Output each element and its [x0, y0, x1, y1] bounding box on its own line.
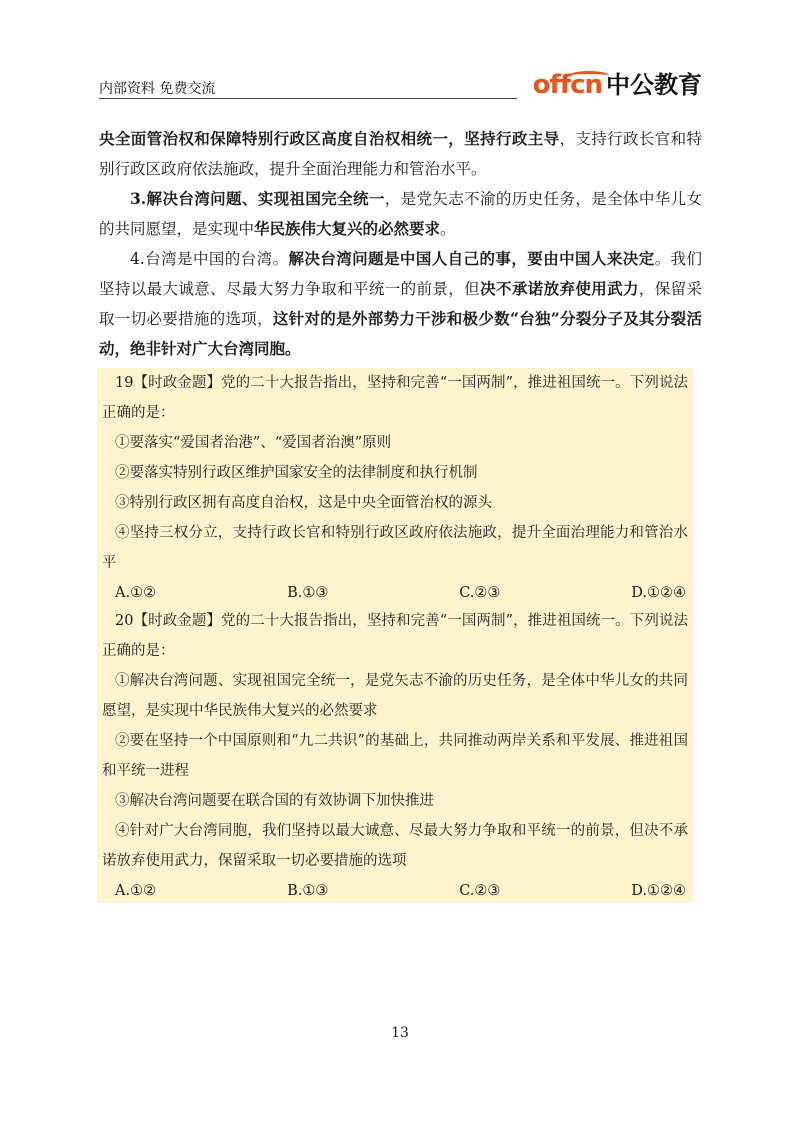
- choice-a: A.①②: [115, 585, 157, 601]
- choice-c: C.②③: [459, 883, 501, 899]
- question-option: ④针对广大台湾同胞，我们坚持以最大诚意、尽最大努力争取和平统一的前景，但决不承诺放弃使用武力，保留采取一切必要措施的选项: [102, 823, 688, 869]
- header-rule: [99, 98, 517, 99]
- p2-bold: 3.解决台湾问题、实现祖国完全统一: [130, 189, 385, 208]
- paragraph-2: [99, 184, 702, 244]
- questions-box: [97, 368, 693, 903]
- p3-bold1: 解决台湾问题是中国人自己的事，要由中国人来决定: [288, 249, 655, 268]
- question-option: ②要落实特别行政区维护国家安全的法律制度和执行机制: [115, 465, 478, 481]
- header-label: 内部资料 免费交流: [99, 81, 216, 97]
- question-stem: 20【时政金题】党的二十大报告指出，坚持和完善“一国两制”，推进祖国统一。下列说法正确的是：: [102, 613, 688, 659]
- choice-c: C.②③: [459, 585, 501, 601]
- p1-rest: ，支持行政长官和特别行政区政府依法施政，提升全面治理能力和管治水平。: [99, 130, 702, 178]
- logo-latin-text: offcn: [532, 70, 602, 100]
- page-number: 13: [391, 1025, 409, 1041]
- question-20: [102, 606, 688, 906]
- p3-bold2: 决不承诺放弃使用武力: [480, 279, 639, 298]
- paragraph-1: [99, 124, 702, 184]
- p2-end: 。: [440, 220, 456, 238]
- question-19: [102, 368, 688, 608]
- question-option: ③解决台湾问题要在联合国的有效协调下加快推进: [115, 793, 434, 809]
- paragraph-3: [99, 244, 702, 364]
- p2-mid: ，是党矢志不渝的历史任务，是全体中华儿女的共同愿望，是实现中: [99, 190, 702, 238]
- choice-d: D.①②④: [631, 883, 686, 899]
- choice-d: D.①②④: [631, 585, 686, 601]
- question-option: ②要在坚持一个中国原则和“九二共识”的基础上，共同推动两岸关系和平发展、推进祖国和平统一进程: [102, 733, 688, 779]
- p1-bold: 央全面管治权和保障特别行政区高度自治权相统一，坚持行政主导: [99, 129, 560, 148]
- p3-c: ，保留采取一切必要措施的选项，: [99, 280, 702, 328]
- page-header: [99, 70, 702, 100]
- choice-a: A.①②: [115, 883, 157, 899]
- body-text: [99, 124, 702, 364]
- question-option: ①要落实“爱国者治港”、“爱国者治澳”原则: [115, 435, 392, 451]
- offcn-logo: [533, 70, 702, 100]
- question-option: ③特别行政区拥有高度自治权，这是中央全面管治权的源头: [115, 495, 492, 511]
- question-stem: 19【时政金题】党的二十大报告指出，坚持和完善“一国两制”，推进祖国统一。下列说法正确的是：: [102, 375, 688, 421]
- answer-choices: [102, 876, 688, 906]
- logo-chinese-text: 中公教育: [606, 71, 702, 99]
- p3-bold3: 这针对的是外部势力干涉和极少数“台独”分裂分子及其分裂活动，绝非针对广大台湾同胞。: [99, 309, 702, 358]
- p2-bold2: 华民族伟大复兴的必然要求: [254, 219, 441, 238]
- question-option: ①解决台湾问题、实现祖国完全统一，是党矢志不渝的历史任务，是全体中华儿女的共同愿望，是实现中华民族伟大复兴的必然要求: [102, 673, 688, 719]
- choice-b: B.①③: [287, 883, 329, 899]
- choice-b: B.①③: [287, 585, 329, 601]
- question-option: ④坚持三权分立，支持行政长官和特别行政区政府依法施政，提升全面治理能力和管治水平: [102, 525, 688, 571]
- p3-a: 4.台湾是中国的台湾。: [130, 250, 289, 268]
- p3-b: 。我们坚持以最大诚意、尽最大努力争取和平统一的前景，但: [99, 250, 702, 298]
- answer-choices: [102, 578, 688, 608]
